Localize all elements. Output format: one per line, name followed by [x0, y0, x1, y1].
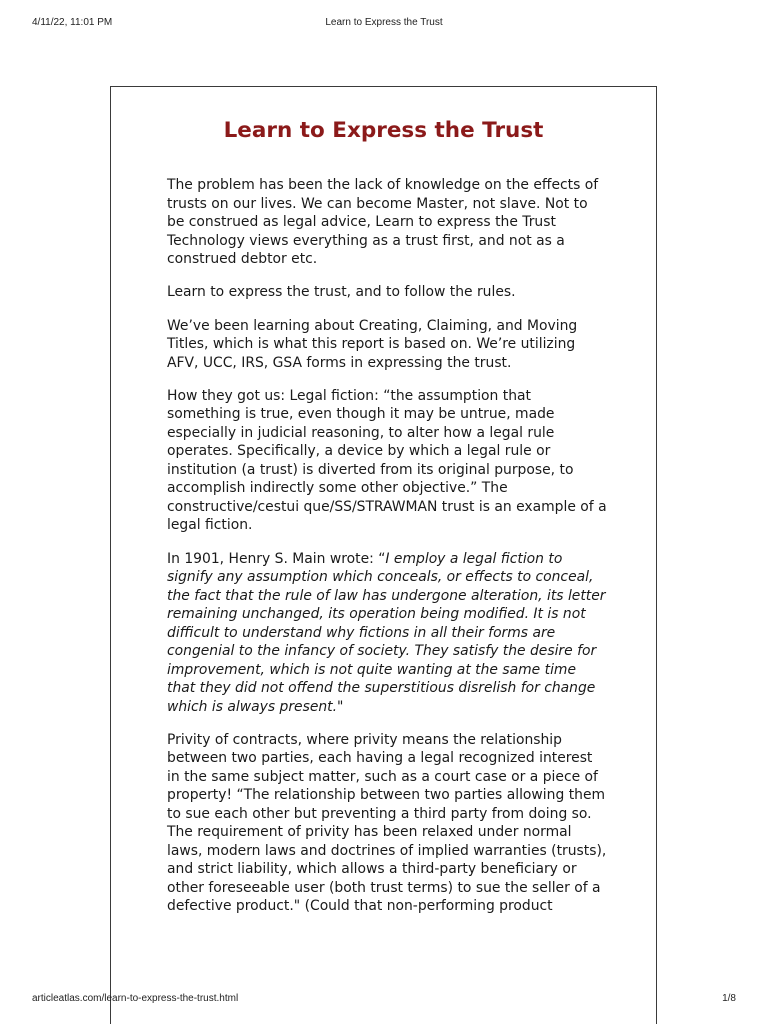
- paragraph-privity: Privity of contracts, where privity means the relationship between two parties, each having a legal recognized interest in the same subject matter, such as a court case or a piece of property! “The relationship between two parties allowing them to sue each other but preventing a third party from doing so. The requirement of privity has been relaxed under normal laws, modern laws and doctrines of implied warranties (trusts), and strict liability, which allows a third-party beneficiary or other foreseeable user (both trust terms) to sue the seller of a defective product." (Could that non-performing product: [167, 731, 607, 915]
- paragraph-titles: We’ve been learning about Creating, Claiming, and Moving Titles, which is what this report is based on. We’re utilizing AFV, UCC, IRS, GSA forms in expressing the trust.: [167, 317, 578, 371]
- article-title: Learn to Express the Trust: [223, 118, 544, 143]
- print-url: articleatlas.com/learn-to-express-the-trust.html: [32, 993, 239, 1004]
- print-doc-title: Learn to Express the Trust: [325, 17, 443, 28]
- paragraph-intro: The problem has been the lack of knowledge on the effects of trusts on our lives. We can become Master, not slave. Not to be construed as legal advice, Learn to express the Trust Technology views everything as a trust first, and not as a construed debtor etc.: [167, 177, 599, 267]
- print-footer: [32, 993, 736, 1007]
- paragraph-henry-main: [167, 550, 607, 717]
- article-container: [110, 86, 657, 1024]
- henry-main-quote: I employ a legal fiction to signify any assumption which conceals, or effects to conceal, the fact that the rule of law has undergone alteration, its letter remaining unchanged, its operation being modified. It is not difficult to understand why fictions in all their forms are congenial to the infancy of society. They satisfy the desire for improvement, which is not quite wanting at the same time that they did not offend the superstitious disrelish for change which is always present.": [167, 550, 606, 715]
- page-indicator: 1/8: [722, 993, 736, 1004]
- paragraph-rules: Learn to express the trust, and to follow the rules.: [167, 284, 516, 301]
- quote-intro: In 1901, Henry S. Main wrote: “: [167, 550, 386, 567]
- print-header: [32, 17, 736, 31]
- print-datetime: 4/11/22, 11:01 PM: [32, 17, 113, 28]
- paragraph-legal-fiction: How they got us: Legal fiction: “the assumption that something is true, even though it may be untrue, made especially in judicial reasoning, to alter how a legal rule operates. Specifically, a device by which a legal rule or institution (a trust) is diverted from its original purpose, to accomplish indirectly some other objective.” The constructive/cestui que/SS/STRAWMAN trust is an example of a legal fiction.: [167, 387, 607, 534]
- article-body: [167, 176, 607, 931]
